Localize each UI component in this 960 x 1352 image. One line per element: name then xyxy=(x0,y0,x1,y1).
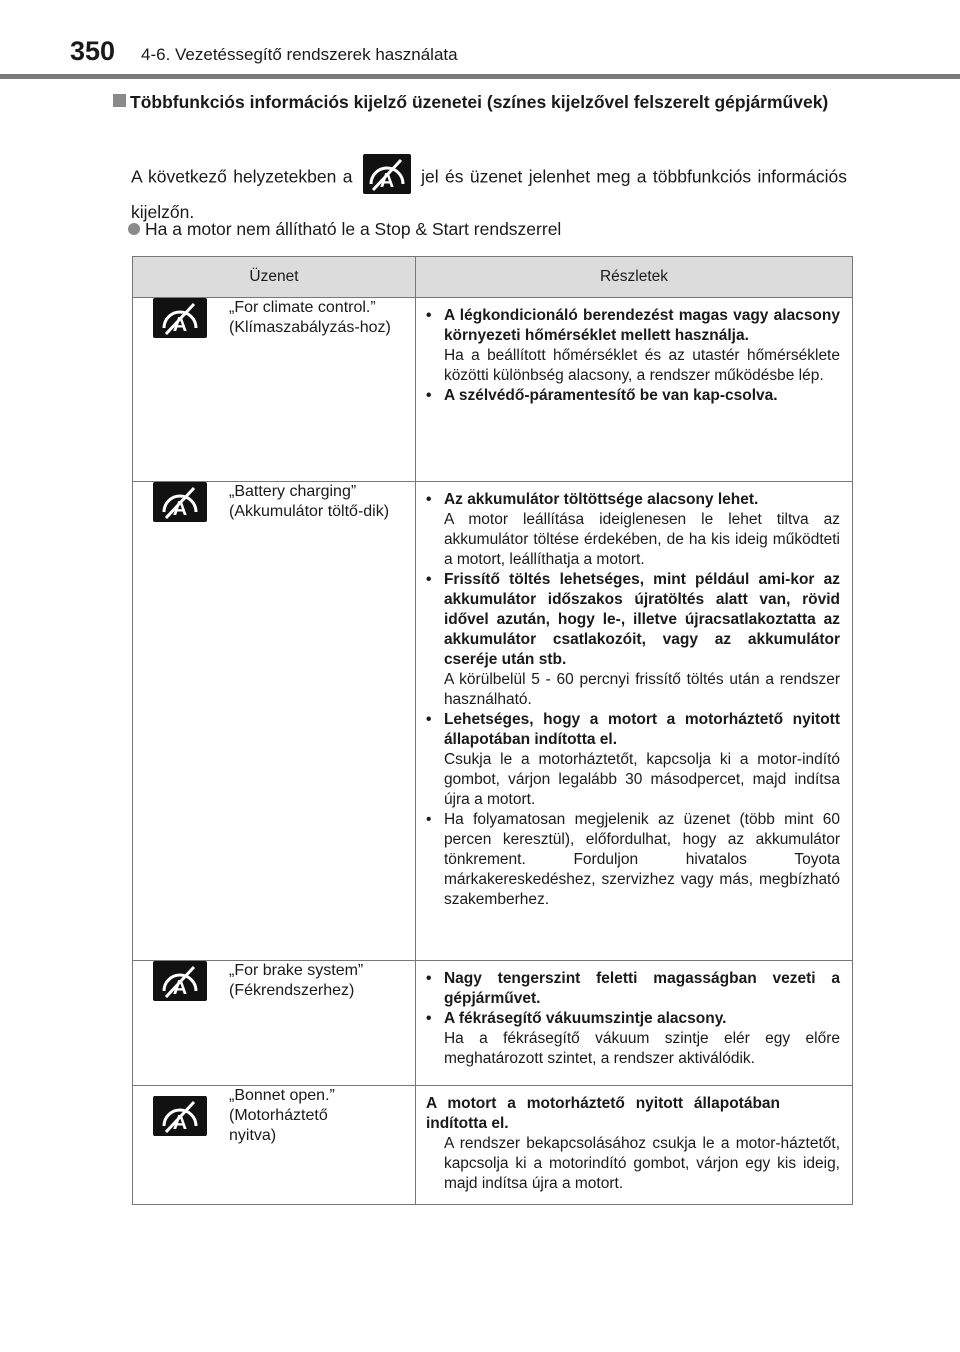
detail-bold: A motort a motorháztető nyitott állapotában indította el. xyxy=(425,1095,780,1132)
round-bullet-icon xyxy=(128,223,140,235)
section-heading-text: Többfunkciós információs kijelző üzenetei (színes kijelzővel felszerelt gépjárművek) xyxy=(130,92,829,112)
page-number: 350 xyxy=(70,36,116,66)
bullet: • xyxy=(425,811,432,828)
column-header: Részletek xyxy=(415,257,852,298)
square-bullet-icon xyxy=(113,94,126,107)
detail-text: A motor leállítása ideiglenesen le lehet tiltva az akkumulátor töltése érdekében, de ha kis ideig működteti a motort, leállíthatja a motort. xyxy=(443,511,840,568)
svg-text:A: A xyxy=(172,1112,188,1134)
auto-stop-off-icon xyxy=(153,1096,207,1136)
detail-text: Ha a beállított hőmérséklet és az utastér hőmérséklete közötti különbség alacsony, a rendszer működésbe lép. xyxy=(443,347,840,384)
bullet: • xyxy=(425,1010,432,1027)
detail-item xyxy=(426,386,840,406)
detail-bold: Nagy tengerszint feletti magasságban vezeti a gépjárművet. xyxy=(443,970,840,1007)
table-row xyxy=(133,1086,853,1205)
section-heading xyxy=(113,90,873,114)
bullet: • xyxy=(425,491,432,508)
table-row xyxy=(133,961,853,1086)
detail-bold: Frissítő töltés lehetséges, mint például ami-kor az akkumulátor időszakos újratöltés alatt van, rövid idővel azután, hogy le-, illetve újracsatlakoztatta az akkumulátor csatlakozóit, vagy az akkumulátor cseréje után stb. xyxy=(443,571,840,668)
auto-stop-off-icon xyxy=(153,961,207,1001)
message-text: „Battery charging” (Akkumulátor töltő-dik) xyxy=(229,483,390,520)
detail-item xyxy=(426,969,840,1009)
detail-bold: A szélvédő-páramentesítő be van kap-csolva. xyxy=(443,387,778,404)
message-text: „For brake system” (Fékrendszerhez) xyxy=(229,962,364,999)
auto-stop-off-icon xyxy=(153,298,207,338)
details-cell xyxy=(415,961,852,1086)
message-cell xyxy=(133,298,416,482)
bullet: • xyxy=(425,970,432,987)
detail-bold: A légkondicionáló berendezést magas vagy alacsony környezeti hőmérséklet mellett használja. xyxy=(443,307,840,344)
auto-stop-off-icon xyxy=(363,154,411,194)
bullet: • xyxy=(425,307,432,324)
svg-text:A: A xyxy=(172,498,188,520)
detail-bold: A fékrásegítő vákuumszintje alacsony. xyxy=(443,1010,727,1027)
details-cell xyxy=(415,482,852,961)
header-divider xyxy=(0,74,960,79)
message-cell xyxy=(133,961,416,1086)
detail-text: Csukja le a motorháztetőt, kapcsolja ki a motor-indító gombot, várjon legalább 30 másodpercet, majd indítsa újra a motort. xyxy=(443,751,840,808)
sub-bullet-text: Ha a motor nem állítható le a Stop & Start rendszerrel xyxy=(145,219,562,239)
detail-item xyxy=(426,570,840,710)
detail-item xyxy=(426,810,840,910)
message-text: „Bonnet open.” (Motorháztető nyitva) xyxy=(229,1087,335,1144)
detail-text: A rendszer bekapcsolásához csukja le a motor-háztetőt, kapcsolja ki a motorindító gombot, várjon egy kis ideig, majd indítsa újra a motort. xyxy=(443,1135,840,1192)
message-text: „For climate control.” (Klímaszabályzás-hoz) xyxy=(229,299,391,336)
intro-text-before: A következő helyzetekben a xyxy=(131,166,353,187)
detail-text: Ha a fékrásegítő vákuum szintje elér egy előre meghatározott szintet, a rendszer aktiválódik. xyxy=(443,1030,840,1067)
message-table xyxy=(132,256,853,1205)
detail-item xyxy=(426,1009,840,1069)
auto-stop-off-icon xyxy=(153,482,207,522)
table-header-row xyxy=(133,257,853,298)
svg-text:A: A xyxy=(379,170,395,192)
message-cell xyxy=(133,482,416,961)
details-cell xyxy=(415,1086,852,1205)
table-row xyxy=(133,298,853,482)
detail-item xyxy=(426,490,840,570)
detail-text: Ha folyamatosan megjelenik az üzenet (több mint 60 percen keresztül), előfordulhat, hogy az akkumulátor tönkrement. Forduljon hivatalos Toyota márkakereskedéshez, szervizhez vagy más, megbízható szakemberhez. xyxy=(443,811,840,908)
chapter-title: 4-6. Vezetéssegítő rendszerek használata xyxy=(141,45,458,64)
detail-text: A körülbelül 5 - 60 percnyi frissítő töltés után a rendszer használható. xyxy=(443,671,840,708)
bullet: • xyxy=(425,711,432,728)
sub-bullet xyxy=(128,219,561,240)
intro-text-after: jel és üzenet jelenhet meg a többfunkciós információs kijelzőn. xyxy=(131,166,847,222)
detail-bold: Az akkumulátor töltöttsége alacsony lehet. xyxy=(443,491,759,508)
detail-item xyxy=(426,710,840,810)
detail-item xyxy=(426,306,840,386)
svg-text:A: A xyxy=(172,314,188,336)
details-cell xyxy=(415,298,852,482)
bullet: • xyxy=(425,571,432,588)
column-header: Üzenet xyxy=(133,257,416,298)
svg-text:A: A xyxy=(172,977,188,999)
auto-stop-off-icon-graphic xyxy=(363,154,411,194)
table-row xyxy=(133,482,853,961)
message-cell xyxy=(133,1086,416,1205)
bullet: • xyxy=(425,387,432,404)
detail-bold: Lehetséges, hogy a motort a motorháztető nyitott állapotában indította el. xyxy=(443,711,840,748)
intro-paragraph xyxy=(131,158,847,226)
